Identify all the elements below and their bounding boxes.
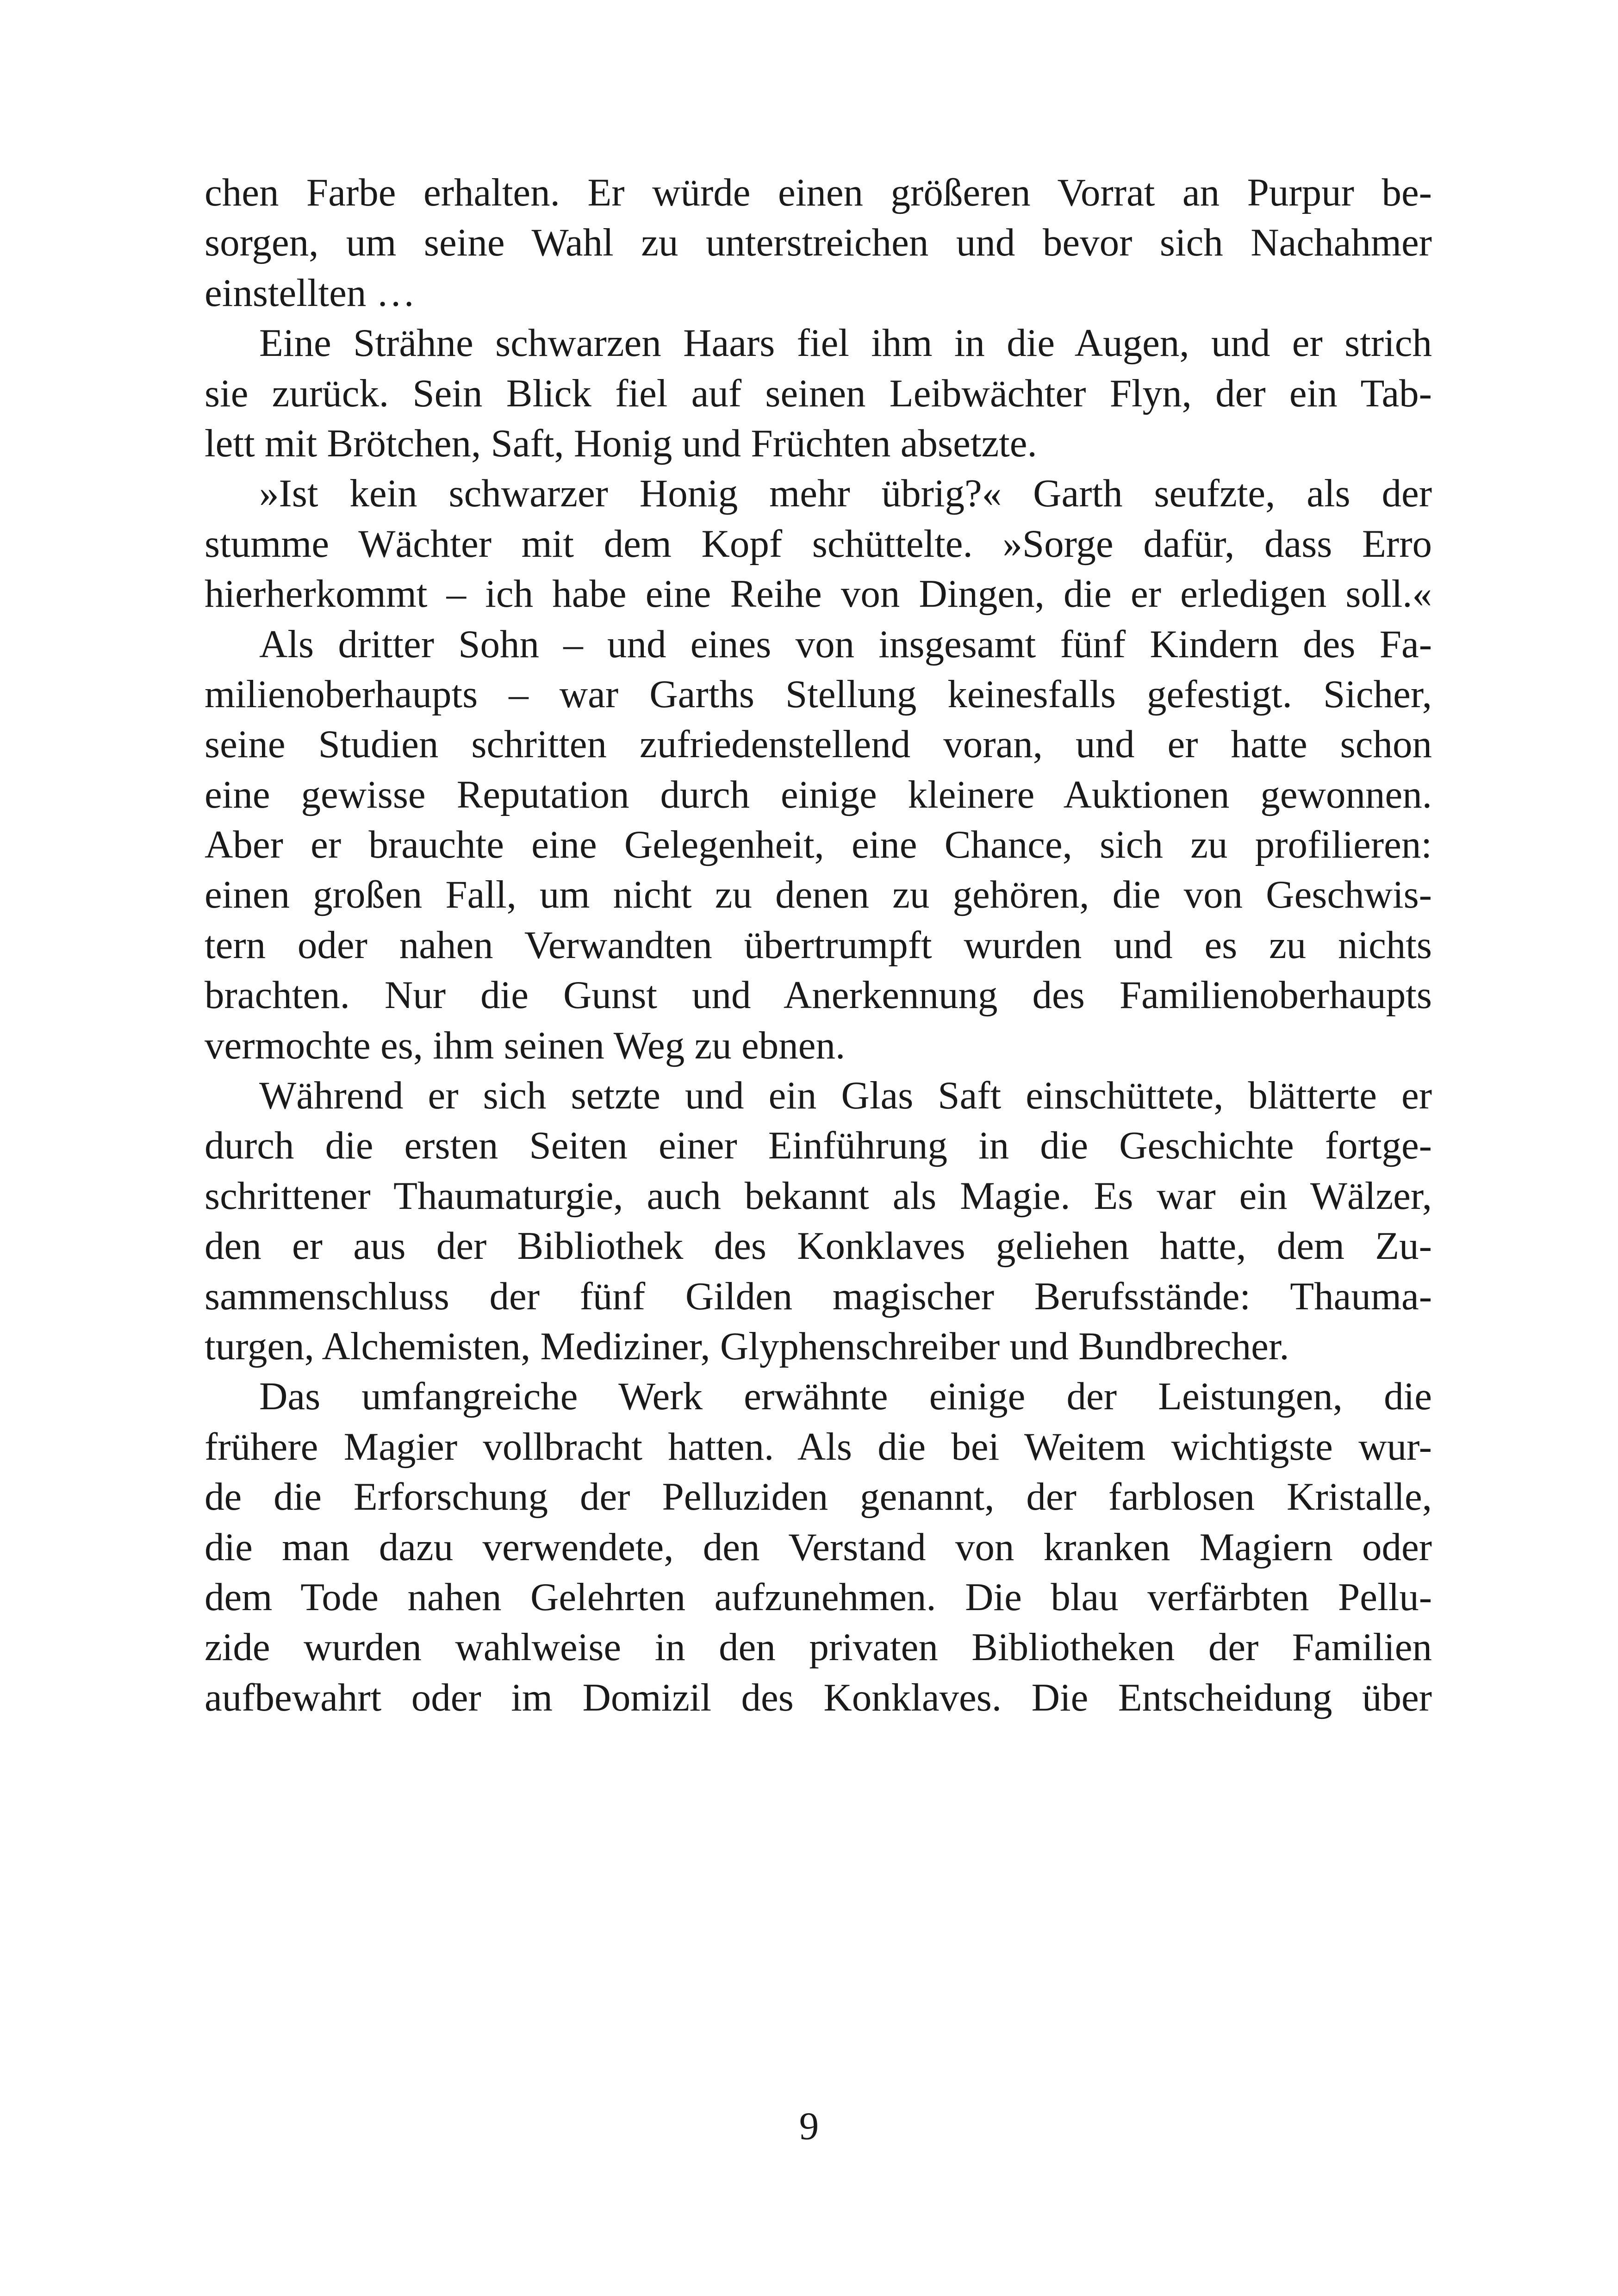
text-line: vermochte es, ihm seinen Weg zu ebnen. [205, 1023, 846, 1067]
text-line: chen Farbe erhalten. Er würde einen größeren Vorrat an Purpur be- [205, 171, 1432, 214]
text-line: den er aus der Bibliothek des Konklaves geliehen hatte, dem Zu- [205, 1224, 1432, 1268]
text-line: turgen, Alchemisten, Mediziner, Glyphenschreiber und Bundbrecher. [205, 1324, 1289, 1368]
text-line: hierherkommt – ich habe eine Reihe von Dingen, die er erledigen soll.« [205, 572, 1432, 616]
text-line: Als dritter Sohn – und eines von insgesamt fünf Kindern des Fa- [259, 622, 1432, 666]
text-line: Das umfangreiche Werk erwähnte einige der Leistungen, die [259, 1375, 1432, 1419]
text-line: aufbewahrt oder im Domizil des Konklaves. Die Entscheidung über [205, 1675, 1432, 1719]
text-line: die man dazu verwendete, den Verstand von kranken Magiern oder [205, 1525, 1432, 1569]
text-line: schrittener Thaumaturgie, auch bekannt als Magie. Es war ein Wälzer, [205, 1174, 1432, 1218]
text-line: Eine Strähne schwarzen Haars fiel ihm in die Augen, und er strich [259, 321, 1432, 365]
text-line: eine gewisse Reputation durch einige kleinere Auktionen gewonnen. [205, 772, 1432, 816]
text-line: tern oder nahen Verwandten übertrumpft wurden und es zu nichts [205, 923, 1432, 967]
text-line: sorgen, um seine Wahl zu unterstreichen und bevor sich Nachahmer [205, 221, 1432, 265]
text-line: Während er sich setzte und ein Glas Saft einschüttete, blätterte er [259, 1074, 1432, 1118]
text-line: Aber er brauchte eine Gelegenheit, eine Chance, sich zu profilieren: [205, 823, 1432, 867]
text-line: de die Erforschung der Pelluziden genannt, der farblosen Kristalle, [205, 1475, 1432, 1519]
text-line: seine Studien schritten zufriedenstellend voran, und er hatte schon [205, 722, 1432, 766]
text-line: durch die ersten Seiten einer Einführung in die Geschichte fortge- [205, 1124, 1432, 1168]
text-line: sammenschluss der fünf Gilden magischer Berufsstände: Thauma- [205, 1274, 1432, 1318]
text-line: stumme Wächter mit dem Kopf schüttelte. »Sorge dafür, dass Erro [205, 522, 1432, 566]
text-line: einen großen Fall, um nicht zu denen zu gehören, die von Geschwis- [205, 873, 1432, 917]
text-line: »Ist kein schwarzer Honig mehr übrig?« Garth seufzte, als der [259, 472, 1432, 516]
text-line: brachten. Nur die Gunst und Anerkennung des Familienoberhaupts [205, 973, 1432, 1017]
page-number: 9 [799, 2104, 819, 2148]
text-line: einstellten … [205, 271, 416, 315]
text-line: dem Tode nahen Gelehrten aufzunehmen. Die blau verfärbten Pellu- [205, 1575, 1432, 1619]
text-line: lett mit Brötchen, Saft, Honig und Früchten absetzte. [205, 421, 1037, 465]
text-line: frühere Magier vollbracht hatten. Als die bei Weitem wichtigste wur- [205, 1425, 1432, 1468]
body-text [205, 168, 1432, 1723]
text-line: zide wurden wahlweise in den privaten Bibliotheken der Familien [205, 1625, 1432, 1669]
text-line: milienoberhaupts – war Garths Stellung keinesfalls gefestigt. Sicher, [205, 672, 1432, 716]
text-line: sie zurück. Sein Blick fiel auf seinen Leibwächter Flyn, der ein Tab- [205, 371, 1432, 415]
